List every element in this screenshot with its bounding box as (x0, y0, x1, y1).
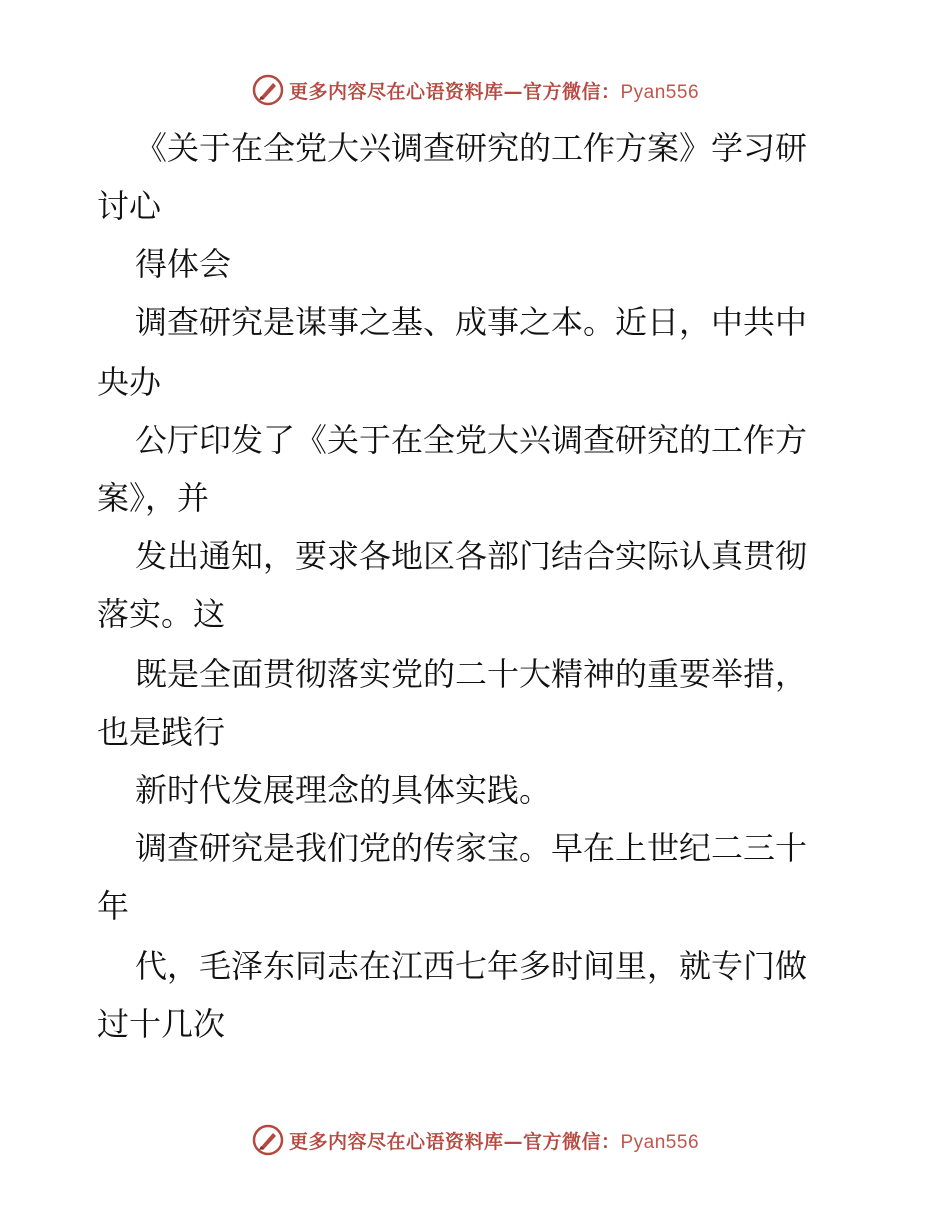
banner-text: 更多内容尽在心语资料库—官方微信：Pyan556 (288, 1130, 700, 1153)
pen-logo-icon (251, 1123, 285, 1157)
pen-logo-icon (251, 73, 285, 107)
footer-banner (0, 1120, 950, 1160)
text-line: 代，毛泽东同志在江西七年多时间里，就专门做 (135, 947, 808, 985)
text-line: 调查研究是谋事之基、成事之本。近日，中共中 (135, 303, 808, 341)
text-line: 过十几次 (97, 1005, 226, 1043)
text-line: 调查研究是我们党的传家宝。早在上世纪二三十 (135, 829, 808, 867)
banner-text: 更多内容尽在心语资料库—官方微信：Pyan556 (288, 80, 700, 103)
text-line: 央办 (97, 363, 162, 401)
text-line: 公厅印发了《关于在全党大兴调查研究的工作方 (135, 421, 808, 459)
text-line: 发出通知，要求各地区各部门结合实际认真贯彻 (135, 537, 808, 575)
wechat-id: Pyan556 (620, 1131, 700, 1153)
text-line: 案》，并 (97, 479, 210, 517)
text-line: 讨心 (97, 187, 162, 225)
text-line: 既是全面贯彻落实党的二十大精神的重要举措， (135, 655, 808, 693)
text-line: 年 (97, 887, 130, 925)
text-line: 落实。这 (97, 595, 226, 633)
text-line: 新时代发展理念的具体实践。 (135, 771, 552, 809)
text-line: 得体会 (135, 245, 232, 283)
text-line: 也是践行 (97, 713, 226, 751)
header-banner (0, 70, 950, 110)
text-line: 《关于在全党大兴调查研究的工作方案》学习研 (135, 129, 808, 167)
wechat-id: Pyan556 (620, 81, 700, 103)
